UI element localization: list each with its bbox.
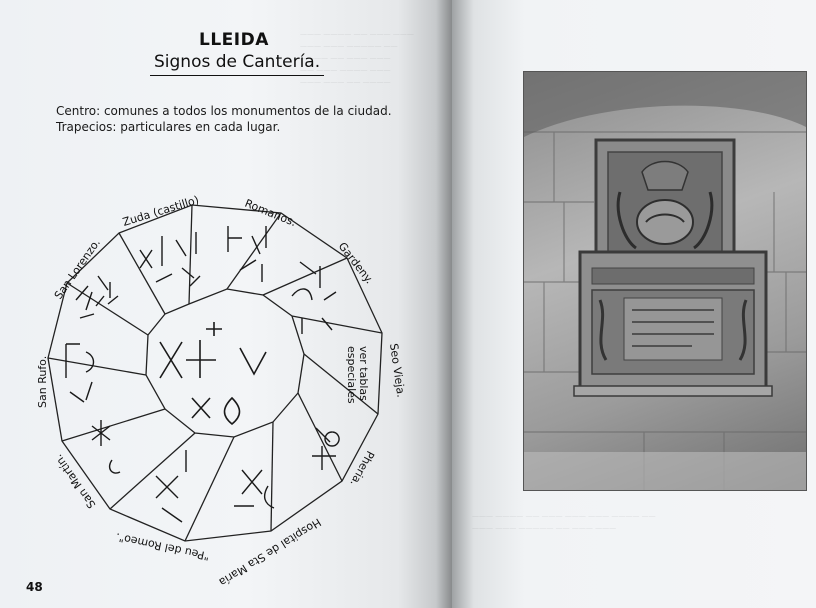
- cross-reference-line-2: especiales: [345, 346, 358, 404]
- cross-reference-line-1: ver tablas: [357, 346, 370, 401]
- photo-illustration: [524, 72, 806, 490]
- segment-label-san-martin: San Martín.: [51, 451, 99, 511]
- page-number: 48: [26, 580, 43, 594]
- center-marks: [160, 322, 266, 424]
- segment-label-san-lorenzo: San Lorenzo.: [51, 236, 104, 302]
- legend-center: Centro: comunes a todos los monumentos de la ciudad.: [56, 104, 392, 118]
- segment-label-hospital: Hospital de Sta María: [216, 515, 324, 589]
- coat-of-arms-photo: [524, 72, 806, 490]
- segment-label-san-rufo: San Rufo.: [36, 355, 49, 408]
- segment-marks: [66, 226, 339, 522]
- segment-label-zuda: Zuda (castillo): [121, 193, 201, 229]
- outer-decagon: [48, 205, 382, 541]
- segment-label-seo-vieja: Seo Vieja.: [387, 342, 408, 399]
- show-through-text: ——— ———— —— ——— ——— ——— ——— ————— —— ———— —— ——— ——— —— ——— ———— ——— ——— ——— —— ————: [300, 30, 414, 86]
- segment-label-peu-del-romeo: "Peu del Romeo".: [114, 530, 211, 563]
- legend-trapezoids: Trapecios: particulares en cada lugar.: [56, 120, 281, 134]
- segment-label-gardeny: Gardeny.: [335, 239, 376, 287]
- show-through-text: ——— ———— —— ——— ——— ——— ———— —— ——— ——— ————— —— ——— ———: [472, 512, 656, 532]
- page-subtitle: Signos de Cantería.: [150, 52, 324, 76]
- segment-label-romanos: Romanos.: [242, 196, 299, 230]
- page-title: LLEIDA: [199, 30, 269, 50]
- segment-label-pheria: Pheria.: [347, 448, 377, 489]
